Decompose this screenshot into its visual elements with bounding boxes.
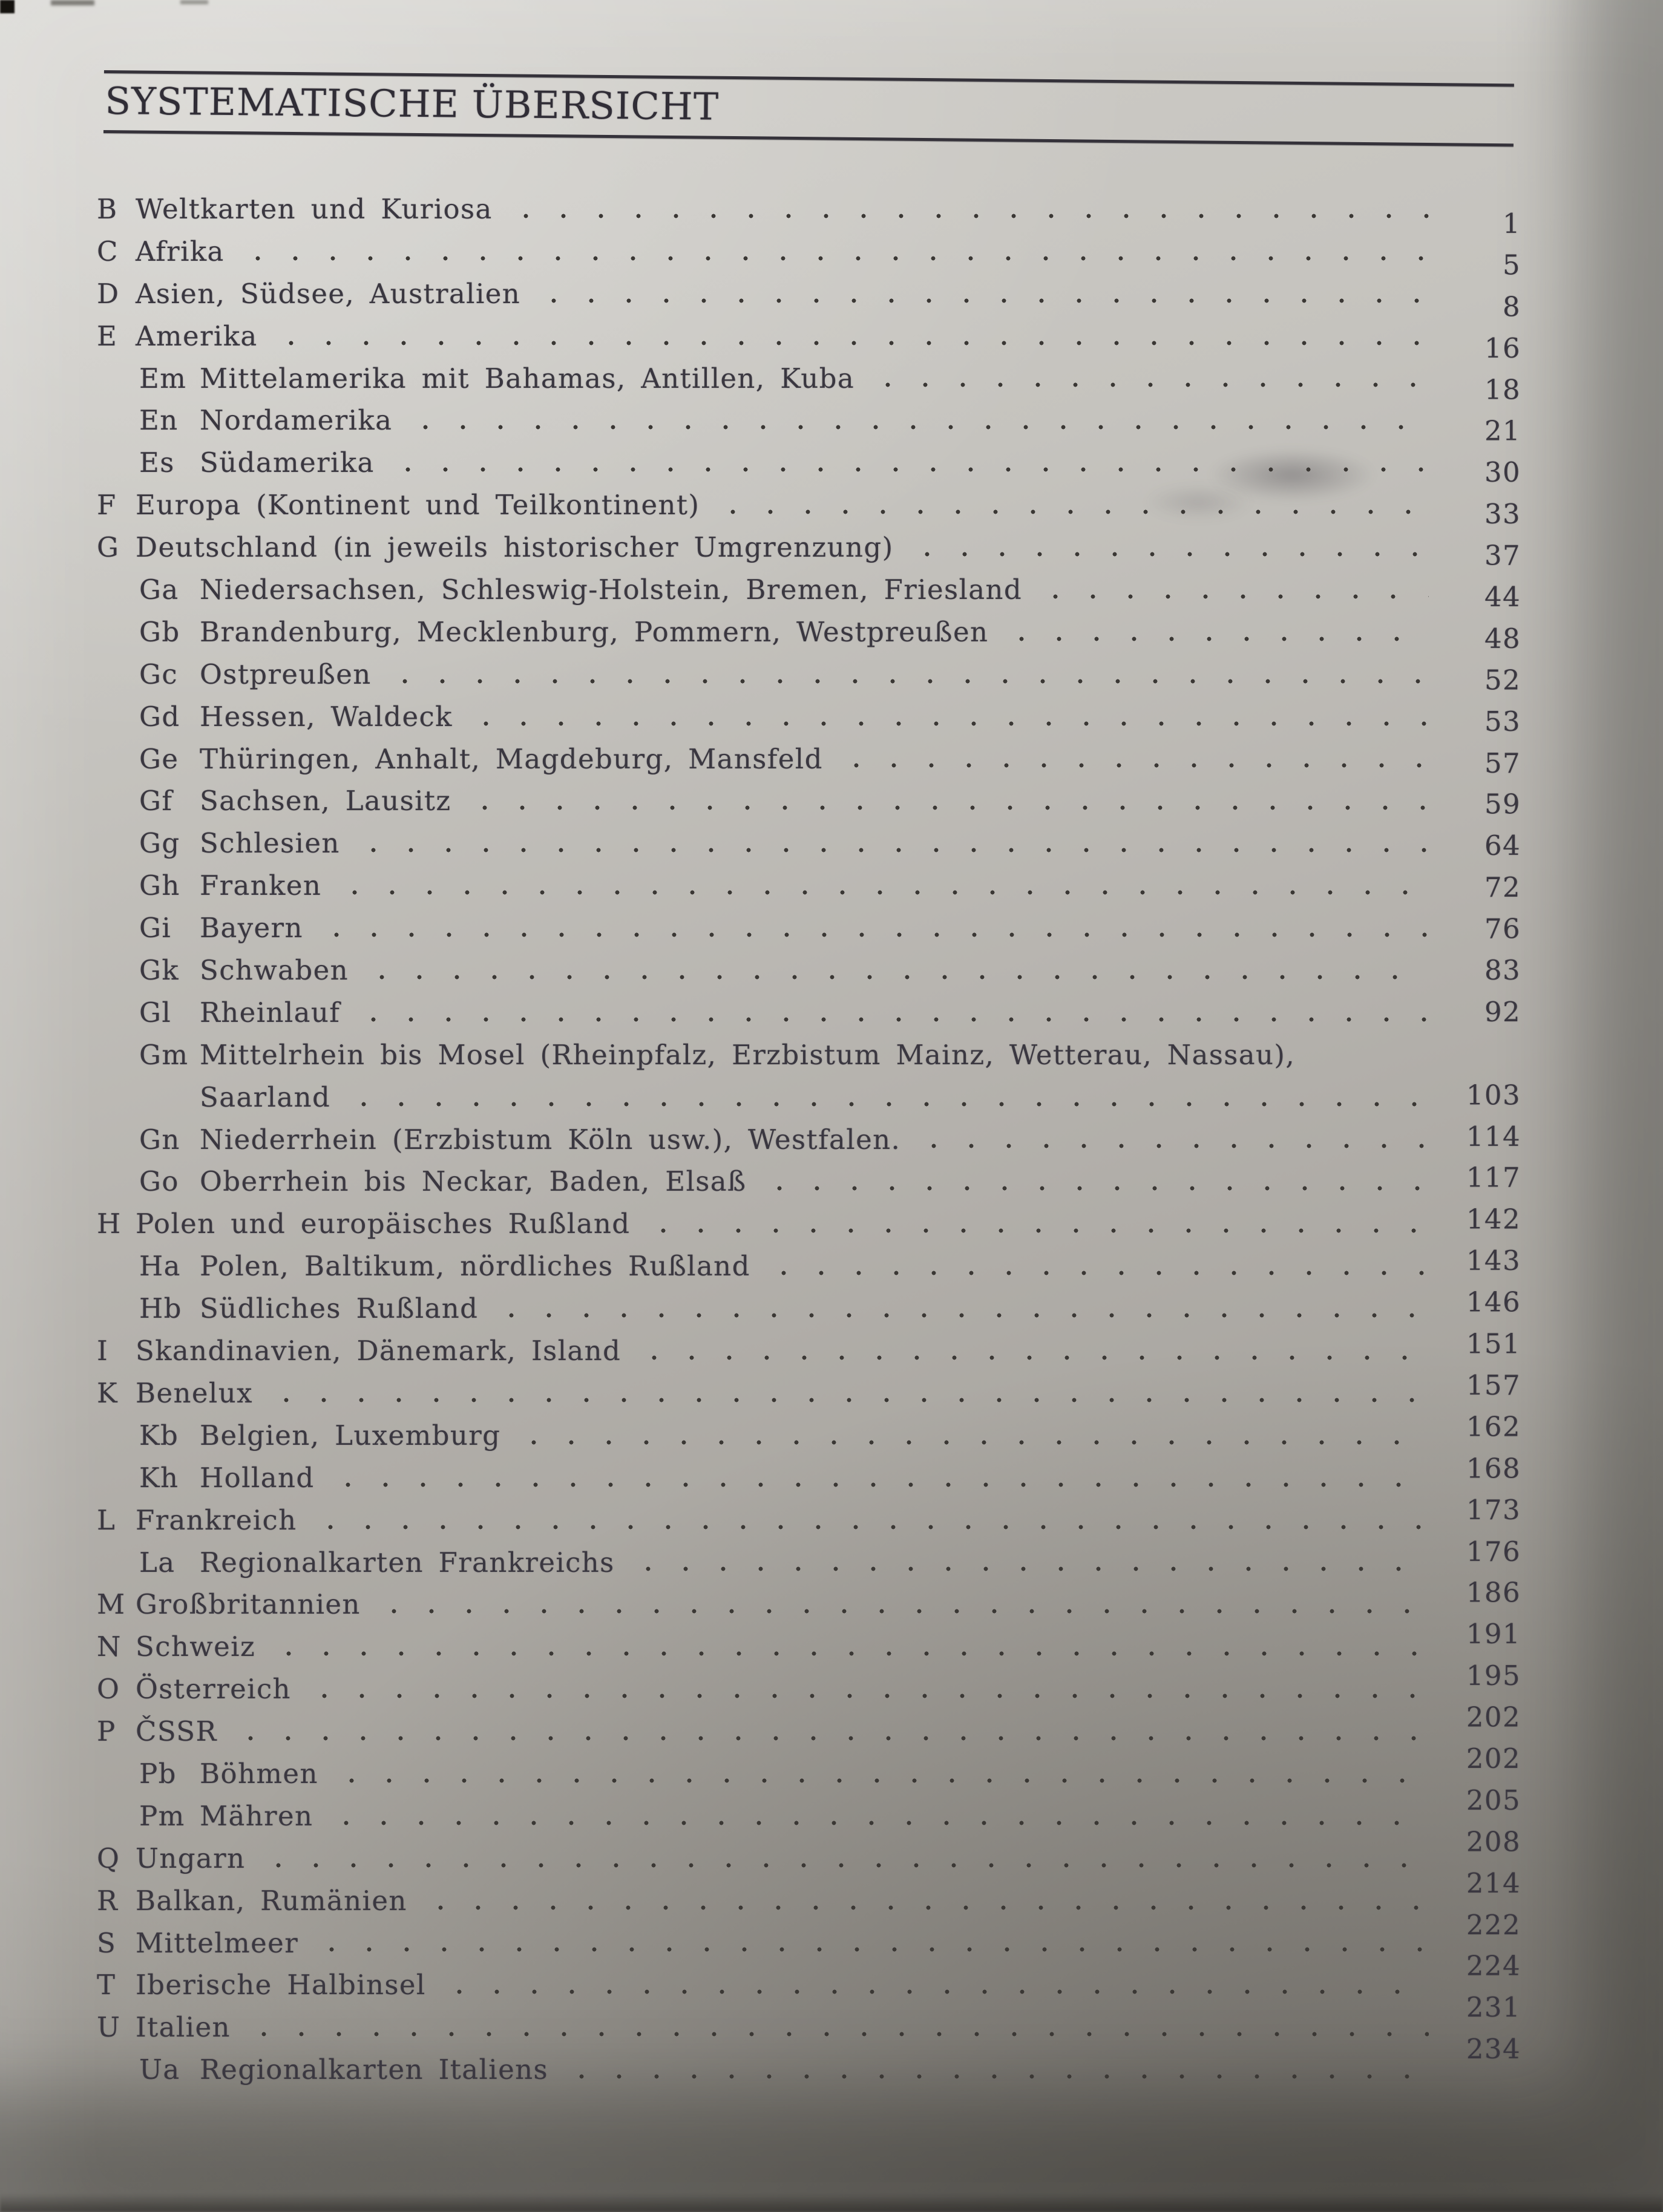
toc-row: [97, 1327, 1521, 1372]
toc-entry-label: Südliches Rußland: [200, 1292, 479, 1325]
toc-entry-code: G: [97, 531, 120, 564]
toc-row: [97, 399, 1521, 447]
leader-dots: [563, 2074, 1429, 2079]
toc-entry-label: Belgien, Luxemburg: [200, 1419, 501, 1451]
toc-entry-label: Niedersachsen, Schleswig-Holstein, Bremen, Friesland: [200, 574, 1023, 606]
toc-entry-code: B: [97, 193, 118, 225]
toc-entry-page-number: 168: [1466, 1452, 1521, 1485]
toc-entry-code: Gl: [139, 996, 172, 1029]
toc-entry-label: Italien: [136, 2011, 231, 2044]
toc-entry-label: Mittelmeer: [136, 1926, 299, 1959]
toc-entry-page-number: 231: [1466, 1991, 1521, 2024]
leader-dots: [333, 1778, 1429, 1783]
leader-dots: [466, 805, 1429, 810]
toc-entry-page-number: 83: [1484, 954, 1521, 987]
toc-entry-page-number: 57: [1484, 747, 1521, 779]
leader-dots: [260, 1863, 1429, 1868]
toc-row: [97, 653, 1521, 696]
leader-dots: [318, 932, 1429, 937]
leader-dots: [838, 763, 1429, 768]
leader-dots: [355, 848, 1429, 852]
toc-row: [97, 1576, 1521, 1626]
toc-entry-code: Q: [97, 1842, 120, 1874]
toc-entry-page-number: 186: [1466, 1576, 1521, 1609]
toc-entry-code: O: [97, 1673, 120, 1706]
toc-entry-code: Gm: [139, 1038, 189, 1071]
toc-list: [97, 188, 1521, 2091]
toc-entry-page-number: 8: [1502, 290, 1521, 323]
toc-entry-code: Ge: [139, 742, 179, 775]
leader-dots: [908, 552, 1429, 557]
toc-entry-page-number: 21: [1484, 414, 1521, 447]
toc-entry-label: Nordamerika: [200, 404, 393, 437]
leader-dots: [239, 256, 1429, 261]
toc-entry-code: I: [97, 1335, 109, 1367]
toc-row: [97, 1535, 1521, 1584]
toc-entry-page-number: 224: [1466, 1950, 1521, 1983]
leader-dots: [232, 1736, 1429, 1741]
toc-entry-page-number: 202: [1466, 1701, 1521, 1733]
toc-row: [97, 907, 1521, 949]
toc-entry-page-number: 162: [1466, 1410, 1521, 1443]
toc-entry-label: Mähren: [200, 1799, 313, 1832]
toc-row: [97, 1288, 1521, 1330]
toc-entry-page-number: 5: [1502, 249, 1521, 281]
toc-entry-label: Brandenburg, Mecklenburg, Pommern, Westpreußen: [200, 615, 989, 648]
toc-entry-code: P: [97, 1715, 116, 1748]
toc-row: [97, 442, 1521, 489]
toc-entry-code: Gh: [139, 869, 180, 902]
leader-dots: [386, 679, 1429, 684]
toc-entry-page-number: 103: [1466, 1079, 1521, 1111]
toc-row: [97, 315, 1521, 364]
toc-entry-code: S: [97, 1926, 117, 1959]
leader-dots: [345, 1102, 1429, 1107]
leader-dots: [245, 2032, 1429, 2037]
toc-entry-code: C: [97, 235, 119, 267]
leader-dots: [629, 1566, 1429, 1571]
toc-row: [97, 188, 1521, 240]
leader-dots: [1003, 636, 1429, 641]
toc-entry-page-number: 18: [1484, 373, 1521, 406]
toc-entry-code: Gg: [139, 827, 180, 860]
photo-edge-artifact: [51, 0, 94, 5]
leader-dots: [714, 509, 1429, 514]
toc-entry-code: L: [97, 1504, 116, 1536]
toc-entry-page-number: 30: [1484, 456, 1521, 489]
toc-entry-label: Franken: [200, 869, 322, 902]
toc-row: [97, 1867, 1521, 1922]
toc-entry-code: Kh: [139, 1461, 179, 1494]
toc-entry-label: Ostpreußen: [200, 658, 372, 690]
photo-edge-artifact: [180, 0, 208, 4]
toc-entry-code: Ga: [139, 574, 179, 606]
toc-entry-page-number: 92: [1484, 995, 1521, 1028]
toc-entry-page-number: 117: [1466, 1162, 1521, 1194]
toc-row: [97, 231, 1521, 281]
page-header: [103, 70, 1514, 146]
toc-entry-code: D: [97, 277, 120, 310]
toc-entry-page-number: 151: [1466, 1327, 1521, 1360]
toc-entry-code: Em: [139, 362, 187, 394]
leader-dots: [467, 721, 1429, 726]
toc-entry-page-number: 33: [1484, 498, 1521, 531]
toc-entry-code: H: [97, 1208, 122, 1240]
toc-entry-code: Hb: [139, 1292, 182, 1325]
leader-dots: [441, 1989, 1429, 1994]
leader-dots: [267, 1398, 1429, 1402]
toc-entry-page-number: 234: [1466, 2033, 1521, 2066]
toc-entry-page-number: 48: [1484, 622, 1521, 655]
leader-dots: [765, 1271, 1429, 1275]
toc-row: [97, 1410, 1521, 1457]
toc-row: [97, 1659, 1521, 1710]
toc-entry-code: Gc: [139, 658, 178, 690]
leader-dots: [270, 1651, 1429, 1656]
toc-row: [97, 526, 1521, 572]
toc-row: [97, 1950, 1521, 2006]
leader-dots: [422, 1905, 1429, 1910]
toc-entry-page-number: 157: [1466, 1369, 1521, 1401]
toc-entry-page-number: 16: [1484, 332, 1521, 364]
toc-entry-label: Saarland: [200, 1081, 331, 1113]
toc-entry-page-number: 176: [1466, 1535, 1521, 1568]
toc-entry-page-number: 76: [1484, 912, 1521, 945]
toc-entry-label: Österreich: [136, 1673, 291, 1706]
toc-row: [97, 1034, 1521, 1076]
toc-entry-label: Afrika: [136, 235, 225, 267]
toc-entry-page-number: 202: [1466, 1742, 1521, 1775]
toc-entry-code: Gk: [139, 954, 180, 987]
toc-row: [97, 1203, 1521, 1245]
toc-entry-page-number: 222: [1466, 1908, 1521, 1941]
toc-entry-page-number: 205: [1466, 1784, 1521, 1816]
toc-row: [97, 1825, 1521, 1880]
toc-entry-label: Amerika: [136, 319, 258, 352]
toc-entry-label: Thüringen, Anhalt, Magdeburg, Mansfeld: [200, 742, 823, 775]
toc-entry-label: Mittelrhein bis Mosel (Rheinpfalz, Erzbistum Mainz, Wetterau, Nassau),: [200, 1038, 1296, 1071]
toc-entry-code: Gf: [139, 785, 173, 817]
toc-entry-label: Mittelamerika mit Bahamas, Antillen, Kuba: [200, 362, 855, 394]
toc-entry-label: Schweiz: [136, 1631, 256, 1663]
toc-row: [97, 484, 1521, 531]
toc-entry-page-number: 214: [1466, 1867, 1521, 1899]
toc-row: [97, 1119, 1521, 1161]
toc-entry-code: Ua: [139, 2053, 180, 2086]
toc-entry-label: Großbritannien: [136, 1588, 361, 1621]
toc-row: [97, 1742, 1521, 1795]
leader-dots: [327, 1821, 1429, 1825]
toc-entry-label: Weltkarten und Kuriosa: [136, 193, 493, 225]
toc-row: [97, 1076, 1521, 1119]
toc-entry-page-number: 195: [1466, 1659, 1521, 1692]
leader-dots: [869, 382, 1429, 387]
toc-entry-page-number: 37: [1484, 539, 1521, 572]
toc-row: [97, 611, 1521, 653]
leader-dots: [535, 298, 1429, 303]
toc-entry-label: Regionalkarten Frankreichs: [200, 1546, 615, 1579]
leader-dots: [635, 1355, 1429, 1360]
toc-entry-label: Benelux: [136, 1376, 253, 1409]
toc-row: [97, 2033, 1521, 2091]
toc-row: [97, 358, 1521, 406]
toc-entry-label: ČSSR: [136, 1715, 217, 1748]
leader-dots: [389, 467, 1429, 472]
toc-entry-label: Böhmen: [200, 1757, 318, 1790]
toc-row: [97, 273, 1521, 323]
toc-entry-page-number: 64: [1484, 830, 1521, 862]
toc-entry-page-number: 142: [1466, 1203, 1521, 1235]
toc-entry-code: R: [97, 1884, 119, 1917]
toc-entry-label: Niederrhein (Erzbistum Köln usw.), Westfalen.: [200, 1123, 901, 1156]
toc-entry-code: U: [97, 2011, 121, 2044]
toc-row: [97, 780, 1521, 822]
toc-entry-code: F: [97, 489, 117, 522]
toc-entry-code: Pb: [139, 1757, 177, 1790]
toc-entry-code: E: [97, 319, 118, 352]
toc-entry-label: Ungarn: [136, 1842, 246, 1874]
toc-row: [97, 1160, 1521, 1203]
toc-entry-code: K: [97, 1376, 119, 1409]
leader-dots: [329, 1482, 1429, 1487]
toc-row: [97, 1701, 1521, 1753]
toc-row: [97, 822, 1521, 865]
toc-entry-page-number: 191: [1466, 1618, 1521, 1651]
toc-entry-label: Hessen, Waldeck: [200, 700, 453, 733]
toc-row: [97, 738, 1521, 780]
leader-dots: [375, 1609, 1429, 1614]
toc-row: [97, 1369, 1521, 1415]
leader-dots: [915, 1144, 1429, 1148]
toc-entry-label: Skandinavien, Dänemark, Island: [136, 1335, 622, 1367]
toc-entry-page-number: 53: [1484, 705, 1521, 738]
toc-row: [97, 949, 1521, 992]
toc-entry-label: Sachsen, Lausitz: [200, 785, 451, 817]
toc-entry-code: La: [139, 1546, 175, 1579]
toc-entry-page-number: 143: [1466, 1245, 1521, 1277]
toc-entry-code: Gb: [139, 615, 180, 648]
leader-dots: [313, 1947, 1429, 1952]
toc-row: [97, 1991, 1521, 2049]
toc-entry-page-number: 146: [1466, 1286, 1521, 1318]
toc-entry-label: Südamerika: [200, 447, 375, 479]
toc-row: [97, 1908, 1521, 1965]
toc-row: [97, 1618, 1521, 1668]
toc-entry-label: Bayern: [200, 912, 303, 944]
toc-row: [97, 1784, 1521, 1837]
toc-entry-code: Gd: [139, 700, 180, 733]
toc-entry-code: Ha: [139, 1250, 181, 1283]
leader-dots: [363, 975, 1429, 980]
toc-entry-label: Balkan, Rumänien: [136, 1884, 407, 1917]
leader-dots: [272, 341, 1429, 345]
toc-entry-label: Frankreich: [136, 1504, 297, 1536]
toc-entry-page-number: 72: [1484, 871, 1521, 904]
toc-entry-page-number: 114: [1466, 1120, 1521, 1153]
toc-entry-label: Schwaben: [200, 954, 349, 987]
toc-entry-code: Go: [139, 1165, 179, 1198]
leader-dots: [1037, 594, 1429, 599]
leader-dots: [336, 890, 1429, 895]
toc-entry-label: Polen und europäisches Rußland: [136, 1208, 631, 1240]
toc-entry-label: Oberrhein bis Neckar, Baden, Elsaß: [200, 1165, 747, 1198]
leader-dots: [645, 1228, 1429, 1233]
leader-dots: [493, 1313, 1429, 1318]
toc-entry-code: Kb: [139, 1419, 179, 1451]
toc-entry-code: Pm: [139, 1799, 185, 1832]
toc-entry-label: Polen, Baltikum, nördliches Rußland: [200, 1250, 750, 1283]
page-title: SYSTEMATISCHE ÜBERSICHT: [105, 79, 720, 129]
photo-bottom-edge-shadow: [0, 2194, 1663, 2212]
leader-dots: [355, 1017, 1429, 1022]
leader-dots: [312, 1525, 1429, 1530]
leader-dots: [407, 425, 1429, 430]
toc-entry-label: Rheinlauf: [200, 996, 341, 1029]
toc-entry-label: Holland: [200, 1461, 315, 1494]
toc-entry-code: M: [97, 1588, 126, 1621]
toc-entry-page-number: 52: [1484, 664, 1521, 696]
toc-row: [97, 1452, 1521, 1499]
toc-row: [97, 569, 1521, 614]
leader-dots: [761, 1186, 1429, 1191]
leader-dots: [515, 1440, 1429, 1445]
toc-entry-label: Schlesien: [200, 827, 340, 860]
toc-row: [97, 865, 1521, 907]
leader-dots: [306, 1693, 1429, 1698]
toc-entry-page-number: 59: [1484, 788, 1521, 820]
photo-corner-artifact: [0, 0, 15, 13]
toc-entry-label: Europa (Kontinent und Teilkontinent): [136, 489, 700, 522]
toc-entry-code: En: [139, 404, 179, 437]
toc-entry-label: Asien, Südsee, Australien: [136, 277, 521, 310]
toc-entry-label: Iberische Halbinsel: [136, 1969, 426, 2001]
toc-entry-code: Gi: [139, 912, 172, 944]
toc-entry-page-number: 208: [1466, 1825, 1521, 1858]
toc-entry-code: N: [97, 1631, 122, 1663]
toc-entry-code: Gn: [139, 1123, 180, 1156]
toc-row: [97, 992, 1521, 1034]
toc-entry-code: T: [97, 1969, 116, 2001]
toc-entry-page-number: 1: [1502, 208, 1521, 240]
toc-row: [97, 696, 1521, 738]
toc-entry-page-number: 173: [1466, 1493, 1521, 1526]
toc-entry-code: Es: [139, 447, 175, 479]
toc-row: [97, 1245, 1521, 1288]
toc-entry-label: Deutschland (in jeweils historischer Umgrenzung): [136, 531, 894, 564]
toc-entry-label: Regionalkarten Italiens: [200, 2053, 548, 2086]
leader-dots: [507, 214, 1429, 218]
toc-row: [97, 1493, 1521, 1542]
toc-entry-page-number: 44: [1484, 581, 1521, 614]
